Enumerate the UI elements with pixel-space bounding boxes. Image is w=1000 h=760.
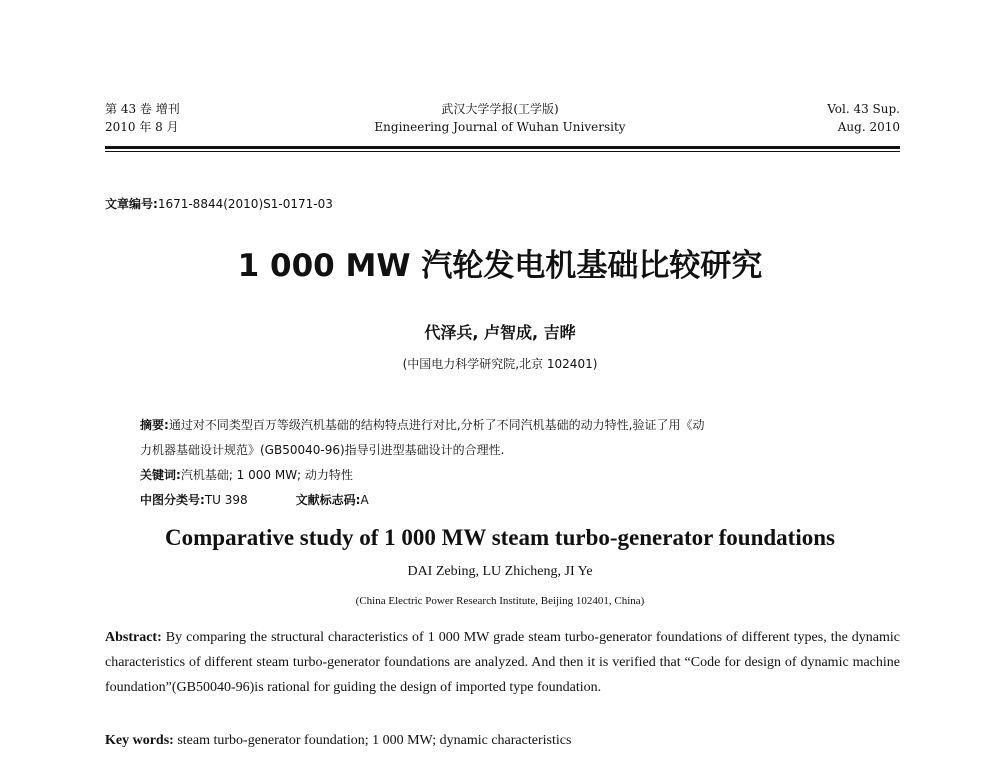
journal-name [300,100,700,136]
paper-title-cn: 1 000 MW 汽轮发电机基础比较研究 [237,248,763,284]
abstract-en [105,625,900,700]
keywords-en [105,733,900,749]
keywords-en-value: steam turbo-generator foundation; 1 000 MW; dynamic characteristics [177,733,572,748]
abstract-cn-label: 摘要: [140,418,169,432]
publication-date-en: Aug. 2010 [837,120,900,134]
clc-value: TU 398 [204,493,248,507]
authors-cn: 代泽兵, 卢智成, 吉晔 [424,323,576,342]
volume-issue: 第 43 卷 增刊 [105,102,180,116]
abstract-cn-block [140,413,900,513]
clc-label: 中图分类号: [140,493,205,507]
doc-code-value: A [360,493,369,507]
journal-name-en: Engineering Journal of Wuhan University [374,120,626,134]
header-rule-thin [105,151,900,152]
journal-name-cn: 武汉大学学报(工学版) [441,102,559,116]
classification [140,488,900,513]
authors-en: DAI Zebing, LU Zhicheng, JI Ye [407,564,593,579]
doc-code-label: 文献标志码: [295,493,361,507]
keywords-cn-label: 关键词: [140,468,181,482]
header-rule-thick [105,146,900,149]
abstract-en-text: By comparing the structural characteristics of 1 000 MW grade steam turbo-generator foundations of different types, the dynamic characteristics of different steam turbo-generator foundations are analyzed. And then it is verified that “Code for design of dynamic machine foundation”(GB50040-96)is rational for guiding the design of imported type foundation. [105,630,901,695]
keywords-cn [140,463,900,488]
abstract-cn-line1 [140,413,900,438]
paper-title-en: Comparative study of 1 000 MW steam turbo-generator foundations [165,525,835,550]
article-number-label: 文章编号: [105,197,158,211]
keywords-en-label: Key words: [105,733,174,748]
affiliation-en: (China Electric Power Research Institute, Beijing 102401, China) [355,595,645,607]
affiliation-cn: (中国电力科学研究院,北京 102401) [402,357,598,371]
article-number-value: 1671-8844(2010)S1-0171-03 [157,197,333,211]
journal-volume-info-en [827,100,900,136]
article-number [105,195,333,212]
keywords-cn-value: 汽机基础; 1 000 MW; 动力特性 [180,468,353,482]
abstract-cn-text-1: 通过对不同类型百万等级汽机基础的结构特点进行对比,分析了不同汽机基础的动力特性,验证了用《动 [168,418,705,432]
publication-date: 2010 年 8 月 [105,120,179,134]
abstract-cn-text-2: 力机器基础设计规范》(GB50040-96)指导引进型基础设计的合理性. [140,443,505,457]
volume-issue-en: Vol. 43 Sup. [827,102,900,116]
abstract-en-label: Abstract: [105,630,162,645]
journal-volume-info [105,100,180,136]
